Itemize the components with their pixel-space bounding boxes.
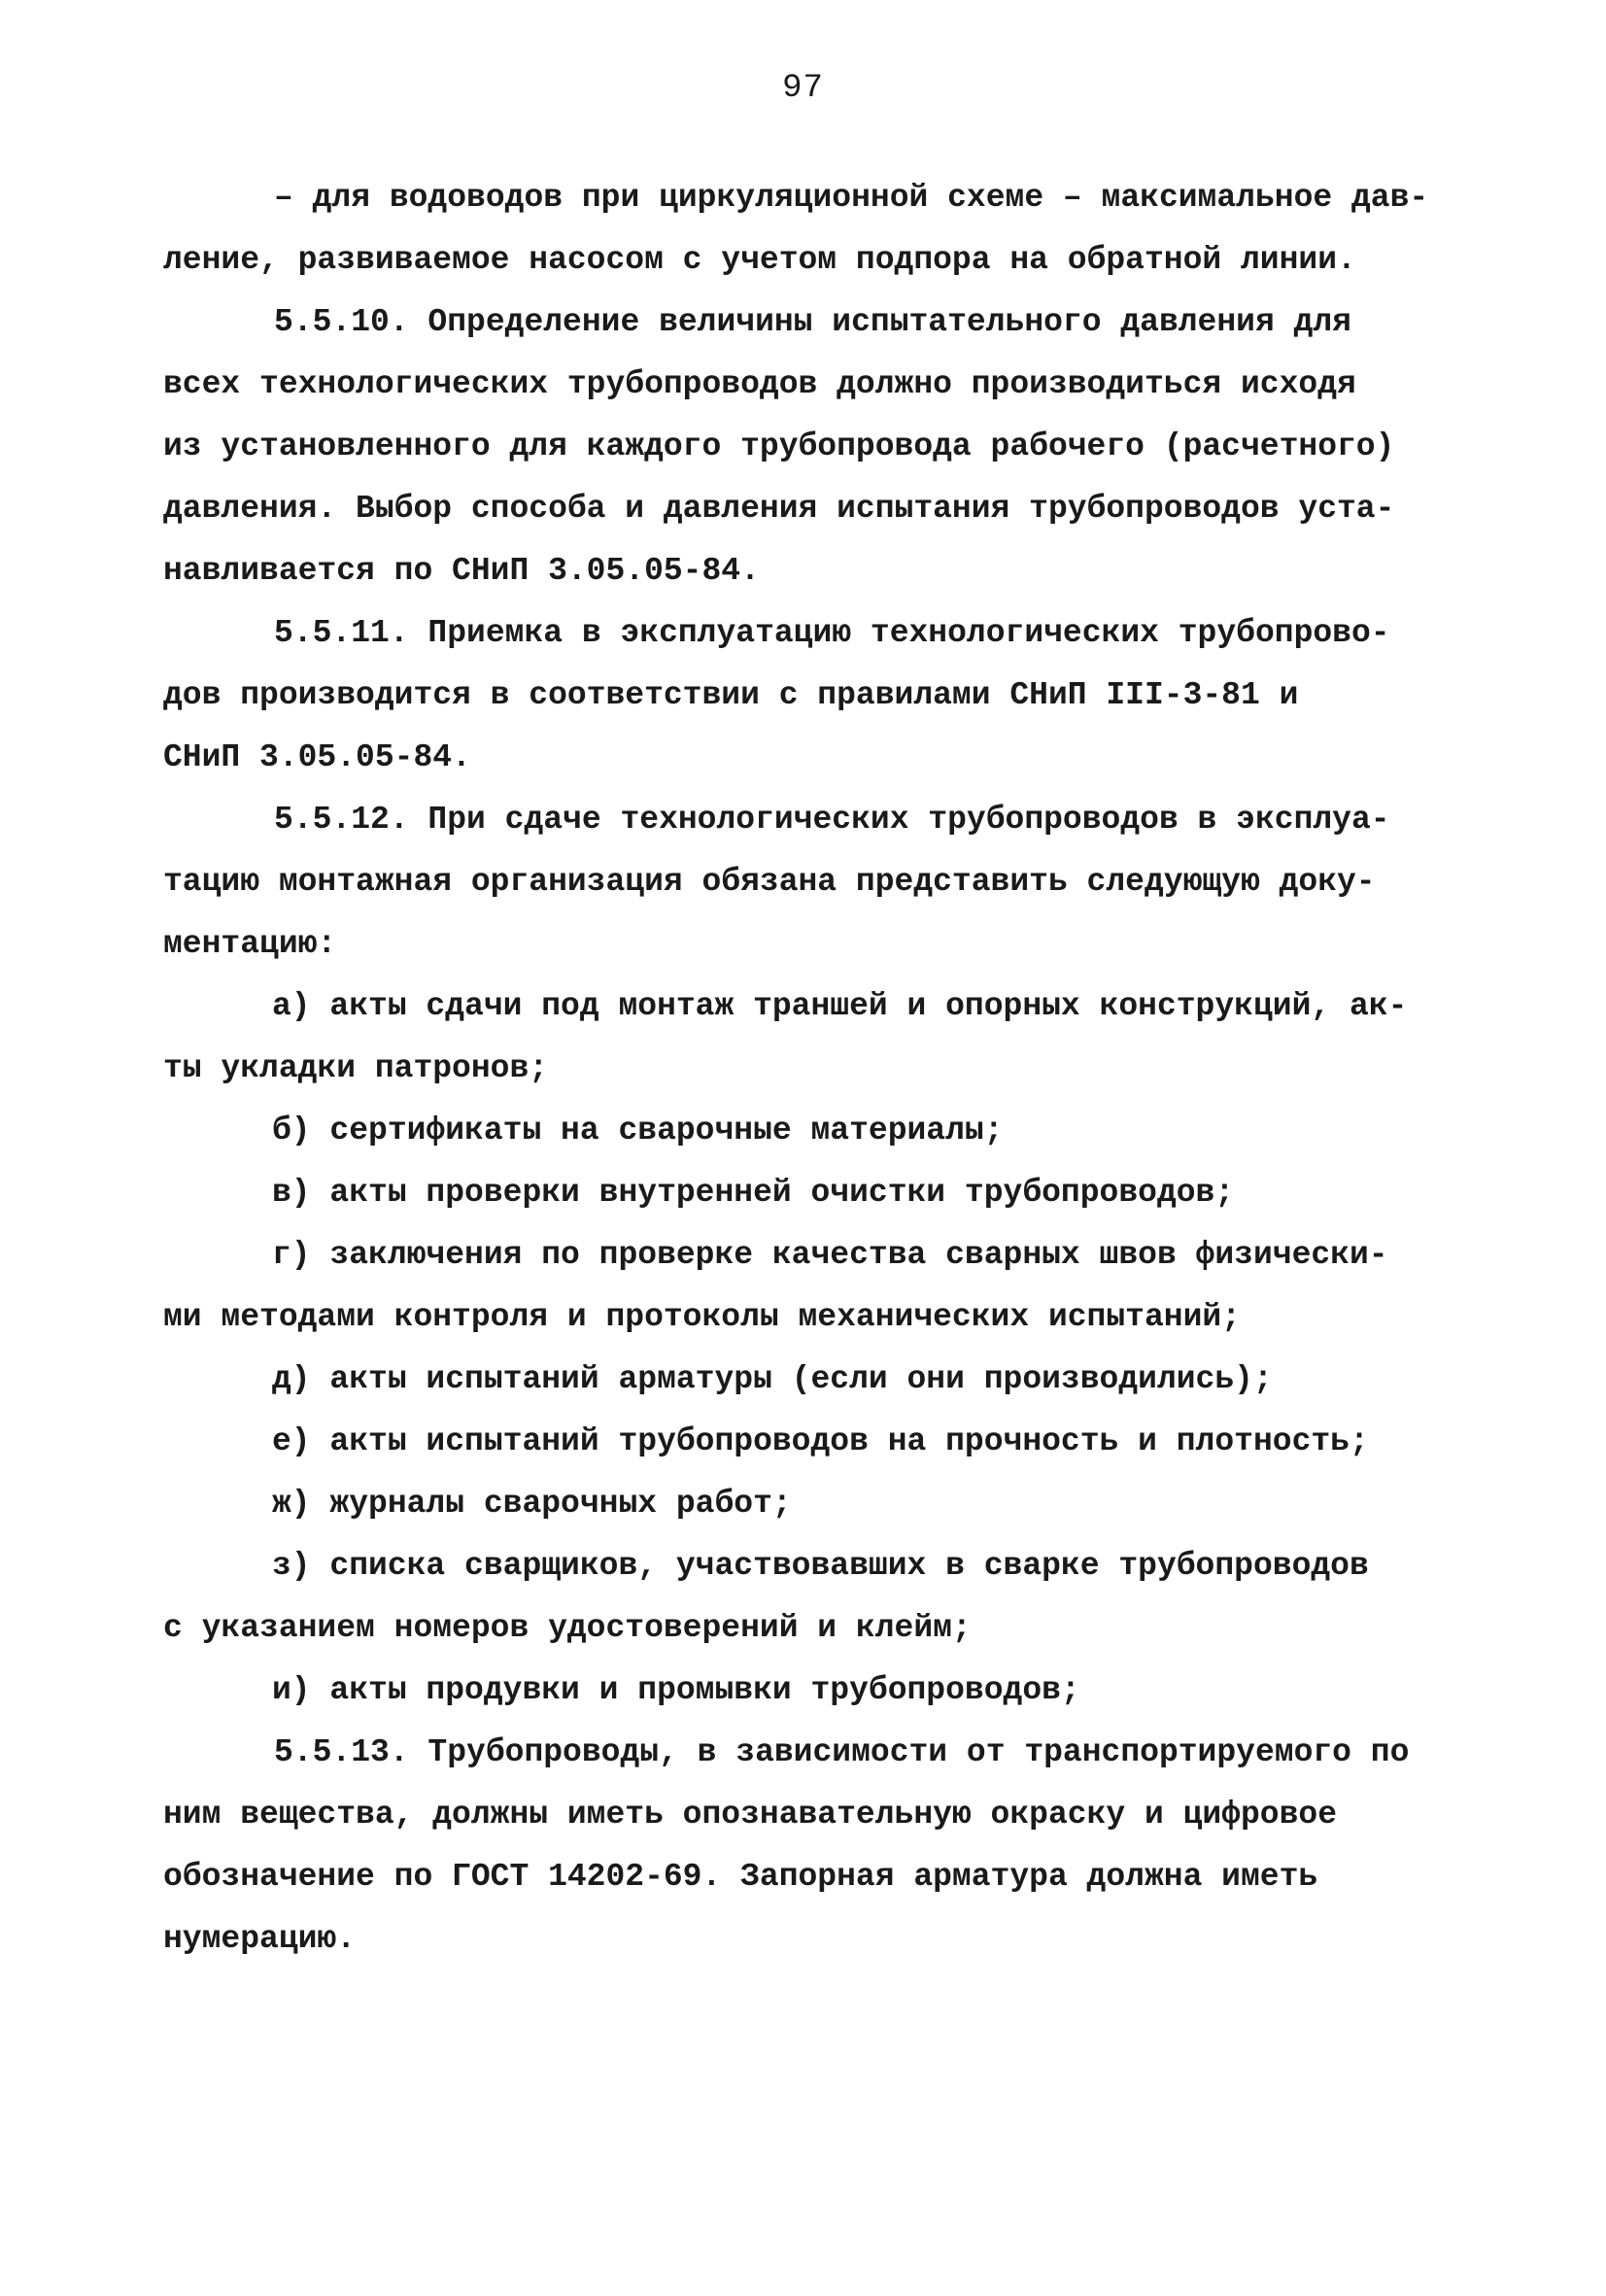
text-line: из установленного для каждого трубопровода рабочего (расчетного) (163, 428, 1395, 464)
text-line: всех технологических трубопроводов должно производиться исходя (163, 366, 1356, 402)
list-item: г) заключения по проверке качества сварных швов физически- (272, 1237, 1388, 1273)
text-line: ним вещества, должны иметь опознавательную окраску и цифровое (163, 1797, 1337, 1833)
list-item: а) акты сдачи под монтаж траншей и опорных конструкций, ак- (272, 988, 1408, 1024)
text-line: нумерацию. (163, 1921, 357, 1957)
text-line: 5.5.12. При сдаче технологических трубопроводов в эксплуа- (274, 802, 1390, 838)
list-item: б) сертификаты на сварочные материалы; (272, 1113, 1004, 1148)
text-line: СНиП 3.05.05-84. (163, 739, 471, 775)
body-text (163, 167, 1455, 1970)
text-line: навливается по СНиП 3.05.05-84. (163, 553, 760, 589)
list-item: и) акты продувки и промывки трубопроводов; (272, 1672, 1080, 1708)
text-line: ми методами контроля и протоколы механических испытаний; (163, 1299, 1241, 1335)
text-line: тацию монтажная организация обязана представить следующую доку- (163, 864, 1376, 900)
text-line: с указанием номеров удостоверений и клейм; (163, 1610, 972, 1646)
list-item: е) акты испытаний трубопроводов на прочность и плотность; (272, 1423, 1369, 1459)
list-item: д) акты испытаний арматуры (если они производились); (272, 1361, 1273, 1397)
text-line: – для водоводов при циркуляционной схеме – максимальное дав- (274, 180, 1429, 216)
text-line: дов производится в соответствии с правилами СНиП III-3-81 и (163, 677, 1299, 713)
page-number: 97 (782, 70, 824, 107)
list-item: з) списка сварщиков, участвовавших в сварке трубопроводов (272, 1548, 1369, 1584)
text-line: 5.5.13. Трубопроводы, в зависимости от транспортируемого по (274, 1734, 1410, 1770)
list-item: ж) журналы сварочных работ; (272, 1486, 792, 1522)
text-line: 5.5.10. Определение величины испытательного давления для (274, 304, 1351, 340)
text-line: обозначение по ГОСТ 14202-69. Запорная арматура должна иметь (163, 1859, 1318, 1895)
text-line: ление, развиваемое насосом с учетом подпора на обратной линии. (163, 242, 1356, 278)
text-line: давления. Выбор способа и давления испытания трубопроводов уста- (163, 491, 1395, 527)
text-line: ментацию: (163, 926, 337, 962)
text-line: 5.5.11. Приемка в эксплуатацию технологических трубопрово- (274, 615, 1390, 651)
list-item: в) акты проверки внутренней очистки трубопроводов; (272, 1175, 1235, 1211)
text-line: ты укладки патронов; (163, 1050, 549, 1086)
